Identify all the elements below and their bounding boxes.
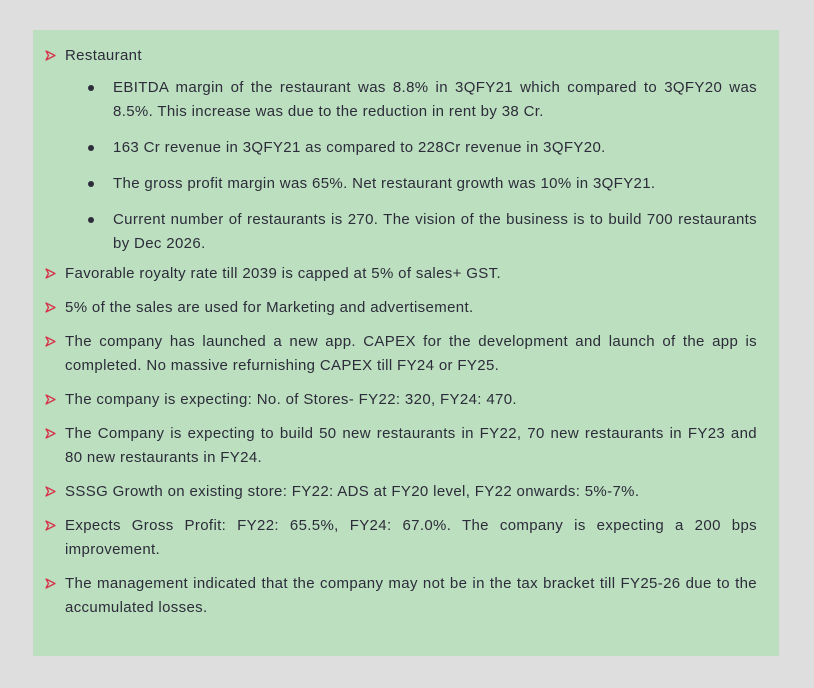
dot-bullet-icon xyxy=(88,217,94,223)
arrow-bullet-icon xyxy=(45,50,56,61)
list-item-text: 5% of the sales are used for Marketing and advertisement. xyxy=(65,299,474,316)
list-item xyxy=(45,422,757,470)
list-item xyxy=(45,388,757,412)
list-item xyxy=(45,296,757,320)
sub-list-item-text: Current number of restaurants is 270. The vision of the business is to build 700 restaurants by Dec 2026. xyxy=(113,211,757,252)
sub-list-item xyxy=(45,172,757,196)
arrow-bullet-icon xyxy=(45,486,56,497)
list-item xyxy=(45,262,757,286)
list-item-text: Restaurant xyxy=(65,47,142,64)
dot-bullet-icon xyxy=(88,145,94,151)
arrow-bullet-icon xyxy=(45,578,56,589)
list-item-text: Expects Gross Profit: FY22: 65.5%, FY24: 67.0%. The company is expecting a 200 bps improvement. xyxy=(65,517,757,558)
list-item-text: The Company is expecting to build 50 new restaurants in FY22, 70 new restaurants in FY23 and 80 new restaurants in FY24. xyxy=(65,425,757,466)
list-item-text: Favorable royalty rate till 2039 is capped at 5% of sales+ GST. xyxy=(65,265,502,282)
sub-list-item-text: The gross profit margin was 65%. Net restaurant growth was 10% in 3QFY21. xyxy=(113,175,656,192)
list-item-text: The company has launched a new app. CAPEX for the development and launch of the app is completed. No massive refurnishing CAPEX till FY24 or FY25. xyxy=(65,333,757,374)
dot-bullet-icon xyxy=(88,181,94,187)
list-item-text: SSSG Growth on existing store: FY22: ADS at FY20 level, FY22 onwards: 5%-7%. xyxy=(65,483,640,500)
sub-list-item-text: 163 Cr revenue in 3QFY21 as compared to 228Cr revenue in 3QFY20. xyxy=(113,139,606,156)
arrow-bullet-icon xyxy=(45,428,56,439)
arrow-bullet-icon xyxy=(45,302,56,313)
list-item xyxy=(45,330,757,378)
sub-list-item xyxy=(45,136,757,160)
list-item xyxy=(45,480,757,504)
sub-list-item xyxy=(45,76,757,124)
list-item-text: The management indicated that the company may not be in the tax bracket till FY25-26 due to the accumulated losses. xyxy=(65,575,757,616)
sub-list-item xyxy=(45,208,757,256)
sub-list-item-text: EBITDA margin of the restaurant was 8.8% in 3QFY21 which compared to 3QFY20 was 8.5%. This increase was due to the reduction in rent by 38 Cr. xyxy=(113,79,757,120)
arrow-bullet-icon xyxy=(45,268,56,279)
arrow-bullet-icon xyxy=(45,520,56,531)
arrow-bullet-icon xyxy=(45,336,56,347)
list-item xyxy=(45,514,757,562)
notes-panel xyxy=(33,30,779,656)
list-item-restaurant xyxy=(45,44,757,68)
restaurant-sub-list xyxy=(45,76,757,256)
arrow-bullet-icon xyxy=(45,394,56,405)
list-item-text: The company is expecting: No. of Stores- FY22: 320, FY24: 470. xyxy=(65,391,517,408)
list-item xyxy=(45,572,757,620)
dot-bullet-icon xyxy=(88,85,94,91)
